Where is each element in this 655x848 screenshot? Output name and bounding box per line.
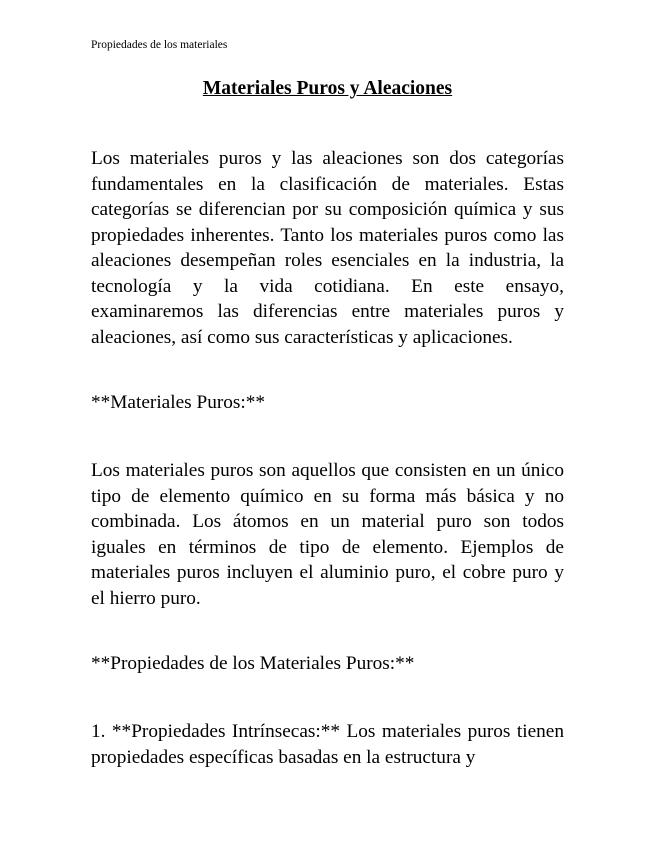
- running-header: Propiedades de los materiales: [91, 39, 228, 51]
- section-heading-pure-properties: **Propiedades de los Materiales Puros:**: [91, 653, 415, 674]
- list-item-intrinsic-properties: 1. **Propiedades Intrínsecas:** Los materiales puros tienen propiedades específicas basadas en la estructura y: [91, 721, 564, 768]
- document-title: Materiales Puros y Aleaciones: [202, 78, 453, 99]
- pure-materials-paragraph: Los materiales puros son aquellos que consisten en un único tipo de elemento químico en su forma más básica y no combinada. Los átomos en un material puro son todos iguales en términos de tipo de elemento. Ejemplos de materiales puros incluyen el aluminio puro, el cobre puro y el hierro puro.: [91, 460, 564, 609]
- section-heading-pure-materials: **Materiales Puros:**: [91, 392, 266, 413]
- intro-paragraph: Los materiales puros y las aleaciones son dos categorías fundamentales en la clasificación de materiales. Estas categorías se diferencian por su composición química y sus propiedades inherentes. Tanto los materiales puros como las aleaciones desempeñan roles esenciales en la industria, la tecnología y la vida cotidiana. En este ensayo, examinaremos las diferencias entre materiales puros y aleaciones, así como sus características y aplicaciones.: [91, 148, 564, 348]
